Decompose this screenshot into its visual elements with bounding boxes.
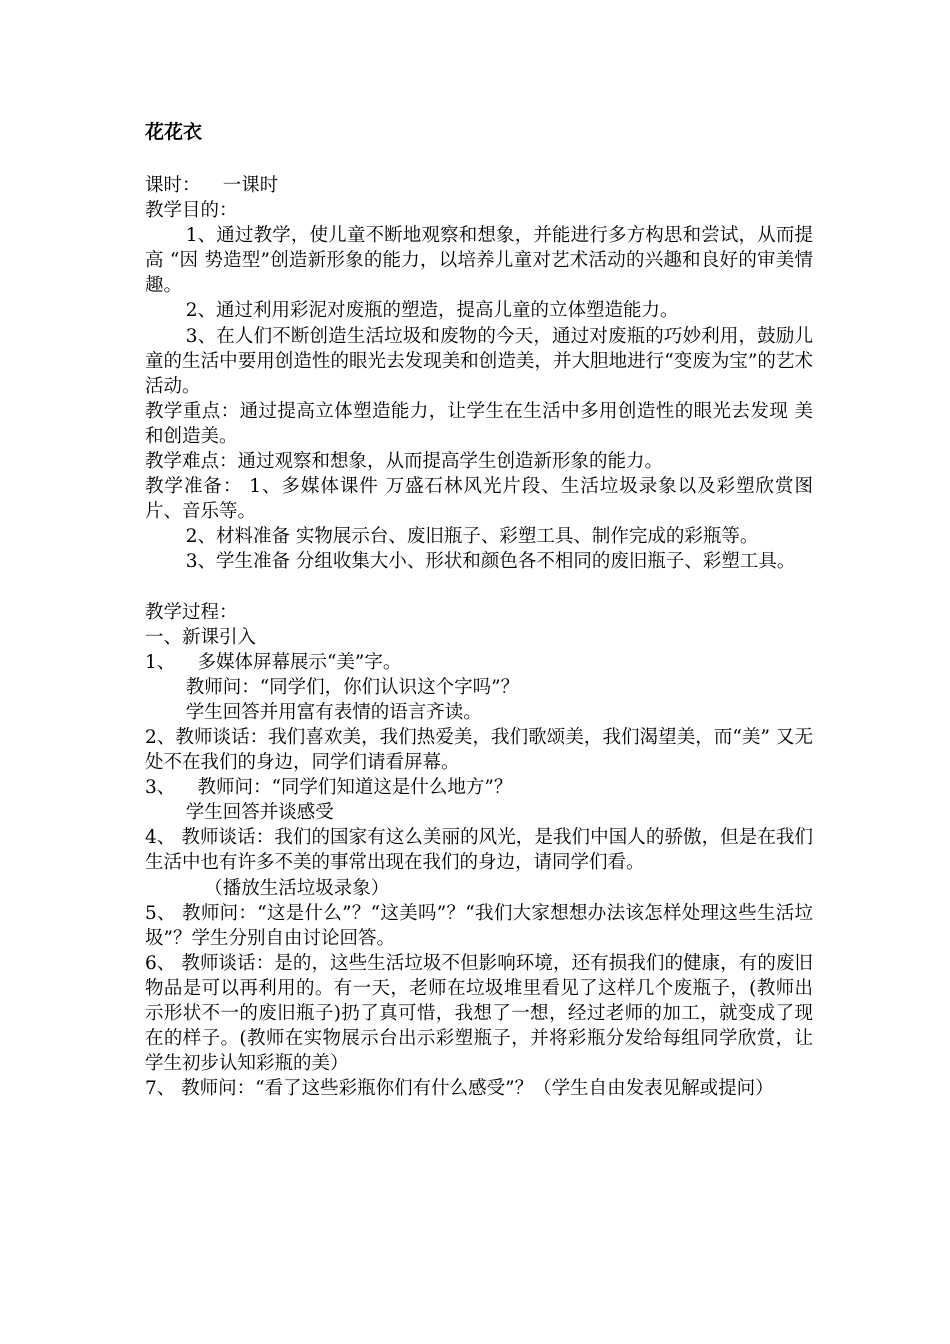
process-heading: 教学过程： — [145, 601, 238, 623]
key-point: 教学重点：通过提高立体塑造能力，让学生在生活中多用创造性的眼光去发现 美和创造美。 — [145, 400, 813, 447]
step-1 — [145, 650, 813, 675]
step-7: 7、 教师问：“看了这些彩瓶你们有什么感受”？（学生自由发表见解或提问） — [145, 1078, 774, 1100]
goal-item-1: 1、通过教学，使儿童不断地观察和想象，并能进行多方构思和尝试，从而提高 “因 势造型”创造新形象的能力，以培养儿童对艺术活动的兴趣和良好的审美情趣。 — [145, 225, 813, 297]
class-hours-label: 课时： — [145, 175, 201, 196]
class-hours — [145, 173, 813, 198]
document-title: 花花衣 — [145, 121, 203, 143]
step-4-note: （播放生活垃圾录象） — [204, 877, 390, 899]
goal-heading: 教学目的： — [145, 200, 238, 222]
prep-item-1: 教学准备： 1、多媒体课件 万盛石林风光片段、生活垃圾录象以及彩塑欣赏图片、音乐等。 — [145, 476, 813, 523]
spacer — [145, 575, 813, 600]
step-4: 4、 教师谈话：我们的国家有这么美丽的风光，是我们中国人的骄傲，但是在我们生活中也有许多不美的事常出现在我们的身边，请同学们看。 — [145, 827, 813, 874]
step-1-answer: 学生回答并用富有表情的语言齐读。 — [185, 701, 482, 723]
document-page — [145, 120, 813, 1101]
step-3 — [145, 775, 813, 800]
goal-item-3: 3、在人们不断创造生活垃圾和废物的今天，通过对废瓶的巧妙利用，鼓励儿童的生活中要用创造性的眼光去发现美和创造美，并大胆地进行“变废为宝”的艺术活动。 — [145, 325, 813, 397]
step-1-question: 教师问：“同学们，你们认识这个字吗”？ — [185, 676, 520, 698]
goal-item-2: 2、通过利用彩泥对废瓶的塑造，提高儿童的立体塑造能力。 — [185, 300, 679, 322]
section-heading-1: 一、新课引入 — [145, 626, 257, 648]
step-3-text: 教师问：“同学们知道这是什么地方”？ — [197, 777, 513, 799]
step-1-number: 1、 — [145, 651, 176, 673]
class-hours-value: 一课时 — [222, 175, 279, 196]
step-6: 6、 教师谈话：是的，这些生活垃圾不但影响环境，还有损我们的健康，有的废旧物品是可以再利用的。有一天，老师在垃圾堆里看见了这样几个废瓶子，(教师出示形状不一的废旧瓶子)扔了真可惜，我想了一想，经过老师的加工，就变成了现在的样子。(教师在实物展示台出示彩塑瓶子，并将彩瓶分发给每组同学欣赏，让学生初步认知彩瓶的美） — [145, 952, 813, 1075]
step-3-number: 3、 — [145, 777, 176, 799]
prep-item-2: 2、材料准备 实物展示台、废旧瓶子、彩塑工具、制作完成的彩瓶等。 — [185, 526, 759, 548]
prep-item-3: 3、学生准备 分组收集大小、形状和颜色各不相同的废旧瓶子、彩塑工具。 — [185, 551, 796, 573]
difficulty: 教学难点：通过观察和想象，从而提高学生创造新形象的能力。 — [145, 451, 664, 473]
step-3-answer: 学生回答并谈感受 — [185, 802, 334, 824]
step-1-text: 多媒体屏幕展示“美”字。 — [197, 651, 402, 673]
step-2: 2、教师谈话：我们喜欢美，我们热爱美，我们歌颂美，我们渴望美，而“美” 又无处不在我们的身边，同学们请看屏幕。 — [145, 726, 813, 774]
step-5: 5、 教师问：“这是什么”？“这美吗”？“我们大家想想办法该怎样处理这些生活垃圾”？学生分别自由讨论回答。 — [145, 902, 813, 949]
